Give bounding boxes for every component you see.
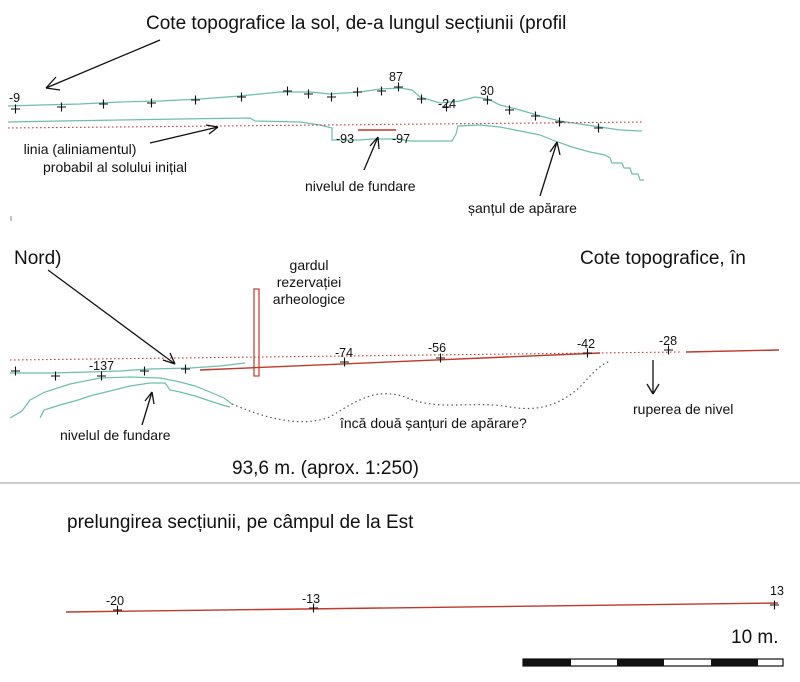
survey-point [770,601,779,610]
section2-north-arrow [48,270,175,364]
elevation-label: -93 [336,132,355,146]
elevation-label: -74 [335,346,354,360]
survey-point [353,88,362,97]
elevation-label: 87 [389,70,403,84]
section2-level-line-east [686,350,779,352]
survey-point [191,96,200,105]
scale-note: 93,6 m. (aprox. 1:250) [232,458,419,479]
scale-bar [523,659,783,666]
survey-point [531,112,540,121]
survey-point [555,118,564,127]
foundation-annotation-arrow [364,137,379,170]
section3-level-line [66,603,778,612]
elevation-label: -97 [392,132,411,146]
survey-point [283,87,292,96]
section1-survey-points [11,83,603,133]
section2-foundation-label: nivelul de fundare [60,427,171,443]
survey-point [140,367,149,376]
section2-ground-line [10,363,245,373]
survey-point [594,124,603,133]
elevation-label: 13 [770,584,784,598]
section2-title-right: Cote topografice, în [580,248,746,269]
section1-foundation-label: nivelul de fundare [305,178,416,194]
section1-title: Cote topografice la sol, de-a lungul secțiunii (profil [146,13,567,34]
alignment-label-line2: probabil al solului inițial [43,159,187,175]
ditch-label: șanțul de apărare [468,200,577,216]
elevation-label: -28 [659,334,678,348]
section2-hypothesized-ditches [232,361,610,422]
survey-point [377,87,386,96]
elevation-label: -13 [302,592,321,606]
fence-label-line1: gardul [289,257,329,273]
fence-label-line2: rezervației [276,274,342,290]
section1-title-arrow [46,40,160,90]
survey-point [304,90,313,99]
survey-point [11,367,20,376]
section3-title: prelungirea secțiunii, pe câmpul de la Est [67,512,414,533]
survey-point [147,99,156,108]
level-break-label: ruperea de nivel [633,401,734,417]
elevation-label: 30 [480,84,494,98]
scale-bar-label: 10 m. [731,627,779,648]
elevation-label: -137 [89,359,115,373]
section2-title-left: Nord) [14,248,62,269]
elevation-label: -20 [106,594,125,608]
alignment-annotation-arrow [150,125,218,143]
alignment-label-line1: linia (aliniamentul) [23,141,137,157]
section2-level-line [200,353,600,370]
fence-marker [254,289,259,376]
elevation-label: -42 [577,337,596,351]
elevation-label: -56 [428,341,447,355]
survey-point [237,93,246,102]
level-break-arrow [647,360,659,394]
elevation-label: -24 [438,97,457,111]
elevation-label: -9 [9,91,21,105]
hypothesized-ditches-label: încă două șanțuri de apărare? [340,415,527,431]
fence-label-line3: arheologice [272,291,346,307]
ditch-annotation-arrow [540,142,560,196]
section2-foundation-arrow [142,392,154,425]
survey-point [181,365,190,374]
survey-point [99,100,108,109]
